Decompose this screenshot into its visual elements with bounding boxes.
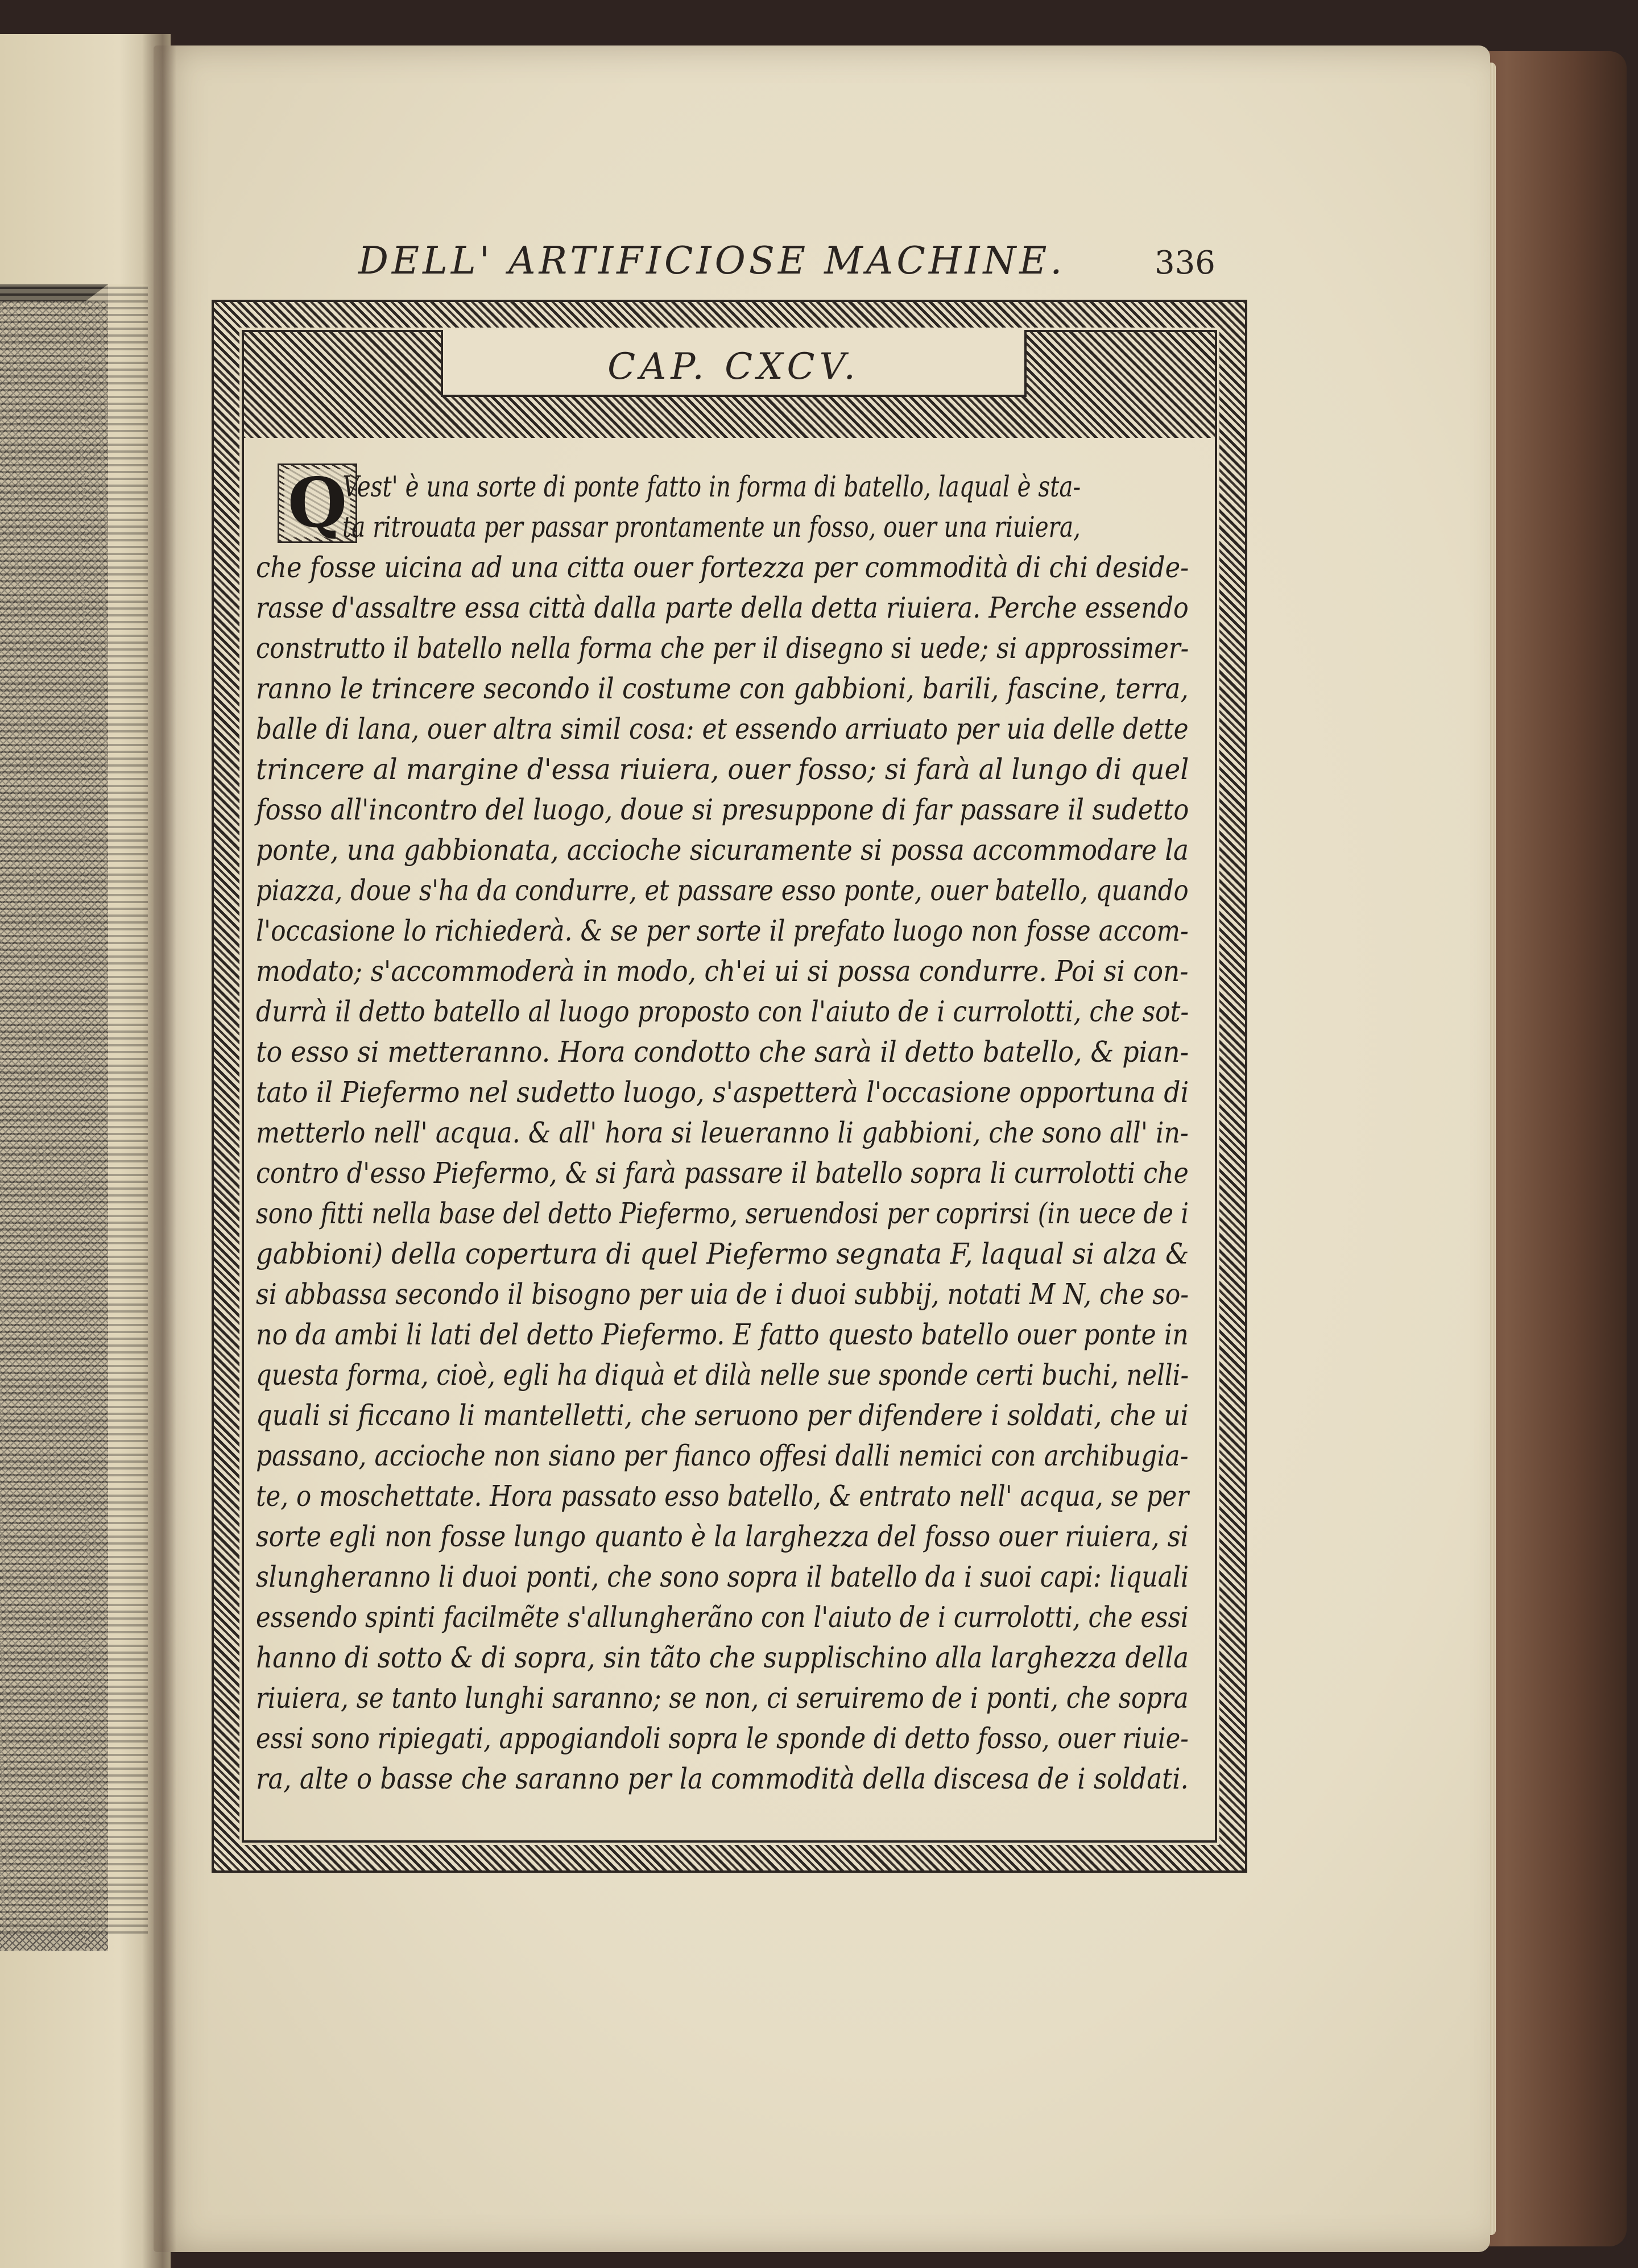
text-line: contro d'esso Piefermo, & si farà passare il batello sopra li currolotti che [256, 1156, 1189, 1190]
text-line: slungheranno li duoi ponti, che sono sopra il batello da i suoi capi: liquali [256, 1560, 1189, 1594]
text-line: l'occasione lo richiederà. & se per sorte il prefato luogo non fosse accom- [256, 914, 1189, 947]
text-line: sono fitti nella base del detto Piefermo, seruendosi per coprirsi (in uece de i [256, 1197, 1189, 1230]
text-line: sorte egli non fosse lungo quanto è la larghezza del fosso ouer riuiera, si [256, 1520, 1189, 1553]
text-line: che fosse uicina ad una citta ouer fortezza per commodità di chi deside- [256, 551, 1189, 584]
text-line: hanno di sotto & di sopra, sin tãto che supplischino alla larghezza della [256, 1641, 1189, 1674]
text-line: rasse d'assaltre essa città dalla parte della detta riuiera. Perche essendo [256, 591, 1189, 624]
running-head: DELL' ARTIFICIOSE MACHINE. [358, 239, 1066, 283]
text-line: tato il Piefermo nel sudetto luogo, s'aspetterà l'occasione opportuna di [256, 1075, 1189, 1109]
text-line: to esso si metteranno. Hora condotto che sarà il detto batello, & pian- [256, 1035, 1189, 1069]
text-line: construtto il batello nella forma che per il disegno si uede; si approssimer- [256, 631, 1189, 665]
text-line: piazza, doue s'ha da condurre, et passare esso ponte, ouer batello, quando [256, 874, 1189, 907]
body-text [256, 466, 1189, 1799]
text-line: durrà il detto batello al luogo proposto con l'aiuto de i currolotti, che sot- [256, 995, 1189, 1028]
text-line: ponte, una gabbionata, accioche sicuramente si possa accommodare la [256, 833, 1189, 867]
text-line: essi sono ripiegati, appogiandoli sopra le sponde di detto fosso, ouer riuie- [256, 1721, 1189, 1755]
text-line: Vest' è una sorte di ponte fatto in forma di batello, laqual è sta- [342, 470, 1081, 503]
chapter-heading: CAP. CXCV. [607, 346, 860, 388]
text-line: ranno le trincere secondo il costume con gabbioni, barili, fascine, terra, [256, 672, 1189, 705]
page-number: 336 [1155, 245, 1215, 282]
text-line: modato; s'accommoderà in modo, ch'ei ui si possa condurre. Poi si con- [256, 954, 1189, 988]
text-line: trincere al margine d'essa riuiera, ouer fosso; si farà al lungo di quel [256, 752, 1189, 786]
text-line: balle di lana, ouer altra simil cosa: et essendo arriuato per uia delle dette [256, 712, 1189, 746]
text-line: essendo spinti facilmẽte s'allungherãno con l'aiuto de i currolotti, che essi [256, 1600, 1189, 1634]
text-line: fosso all'incontro del luogo, doue si presuppone di far passare il sudetto [256, 793, 1189, 826]
text-line: quali si ficcano li mantelletti, che seruono per difendere i soldati, che ui [256, 1398, 1189, 1432]
text-line: te, o moschettate. Hora passato esso batello, & entrato nell' acqua, se per [256, 1479, 1189, 1513]
left-ornamental-border [0, 284, 148, 1934]
text-line: riuiera, se tanto lunghi saranno; se non, ci seruiremo de i ponti, che sopra [256, 1681, 1189, 1715]
text-line: gabbioni) della copertura di quel Piefermo segnata F, laqual si alza & [256, 1237, 1189, 1270]
text-line: ta ritrouata per passar prontamente un fosso, ouer una riuiera, [342, 510, 1081, 544]
drop-cap-letter: Q [284, 469, 351, 537]
text-line: si abbassa secondo il bisogno per uia de i duoi subbij, notati M N, che so- [256, 1277, 1189, 1311]
text-line: passano, accioche non siano per fianco offesi dalli nemici con archibugia- [256, 1439, 1189, 1472]
text-line: questa forma, cioè, egli ha diquà et dilà nelle sue sponde certi buchi, nelli- [256, 1358, 1189, 1392]
book-gutter [142, 34, 176, 2268]
text-line: metterlo nell' acqua. & all' hora si leueranno li gabbioni, che sono all' in- [256, 1116, 1189, 1149]
text-line: ra, alte o basse che saranno per la commodità della discesa de i soldati. [256, 1762, 1189, 1795]
text-line: no da ambi li lati del detto Piefermo. E fatto questo batello ouer ponte in [256, 1318, 1189, 1351]
